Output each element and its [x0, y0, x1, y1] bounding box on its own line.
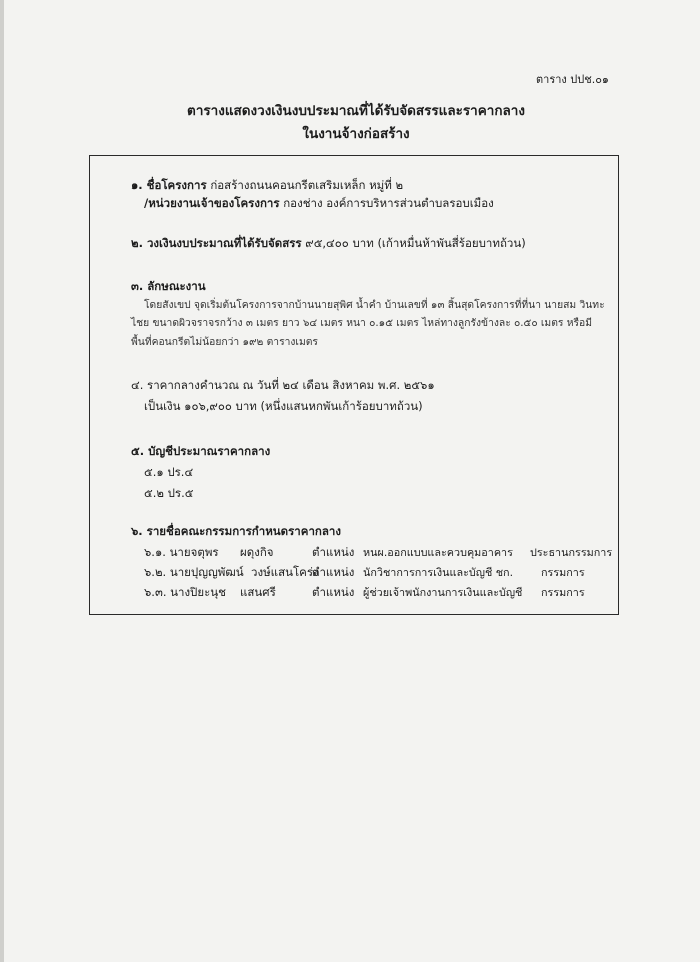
- section-5-label: ๕. บัญชีประมาณราคากลาง: [131, 444, 271, 458]
- scan-edge: [0, 0, 4, 962]
- committee-member-surname: แสนศรี: [240, 585, 276, 599]
- committee-member-name: ๖.๓. นางปิยะนุช: [144, 585, 226, 599]
- committee-member-position-label: ตำแหน่ง: [312, 565, 355, 579]
- committee-member-position: หนผ.ออกแบบและควบคุมอาคาร: [363, 546, 513, 559]
- section-1: [131, 177, 403, 195]
- section-4-label: ๔. ราคากลางคำนวณ ณ วันที่ ๒๔ เดือน สิงหาคม พ.ศ. ๒๕๖๑: [131, 378, 435, 392]
- committee-member-name: ๖.๑. นายจตุพร: [144, 545, 219, 559]
- section-2-value: ๙๕,๔๐๐ บาท (เก้าหมื่นห้าพันสี่ร้อยบาทถ้วน): [305, 236, 526, 250]
- section-1-value: ก่อสร้างถนนคอนกรีตเสริมเหล็ก หมู่ที่ ๒: [210, 178, 404, 192]
- committee-member-role: กรรมการ: [541, 566, 585, 579]
- section-3-line-3: พื้นที่คอนกรีตไม่น้อยกว่า ๑๙๒ ตารางเมตร: [131, 336, 318, 348]
- section-2: [131, 235, 526, 253]
- agency-value: กองช่าง องค์การบริหารส่วนตำบลรอบเมือง: [283, 196, 494, 210]
- committee-member-position: นักวิชาการการเงินและบัญชี ชก.: [363, 566, 513, 579]
- document-subtitle: ในงานจ้างก่อสร้าง: [302, 126, 410, 142]
- committee-member-role: กรรมการ: [541, 586, 585, 599]
- committee-member-role: ประธานกรรมการ: [530, 546, 613, 559]
- section-1-agency: [144, 195, 494, 213]
- committee-member-position-label: ตำแหน่ง: [312, 545, 355, 559]
- document-title: ตารางแสดงวงเงินงบประมาณที่ได้รับจัดสรรและราคากลาง: [187, 103, 525, 119]
- form-code: ตาราง ปปช.๐๑: [536, 73, 609, 86]
- committee-member-position: ผู้ช่วยเจ้าพนักงานการเงินและบัญชี: [363, 586, 523, 599]
- section-2-label: ๒. วงเงินงบประมาณที่ได้รับจัดสรร: [131, 236, 302, 250]
- committee-member-position-label: ตำแหน่ง: [312, 585, 355, 599]
- section-6-label: ๖. รายชื่อคณะกรรมการกำหนดราคากลาง: [131, 524, 341, 538]
- agency-label: /หน่วยงานเจ้าของโครงการ: [144, 196, 280, 210]
- section-3-label: ๓. ลักษณะงาน: [131, 279, 206, 293]
- committee-member-surname: ผดุงกิจ: [240, 545, 274, 559]
- committee-member-surname: วงษ์แสนโคร่ง: [251, 565, 319, 579]
- estimate-item: ๕.๒ ปร.๕: [144, 486, 194, 500]
- section-1-label: ๑. ชื่อโครงการ: [131, 178, 207, 192]
- section-3-line-1: โดยสังเขป จุดเริ่มต้นโครงการจากบ้านนายสุพิศ น้ำคำ บ้านเลขที่ ๑๓ สิ้นสุดโครงการที่ที่นา นายสม วินทะ: [144, 299, 605, 311]
- estimate-item: ๕.๑ ปร.๔: [144, 465, 194, 479]
- section-3-line-2: ไชย ขนาดผิวจราจรกว้าง ๓ เมตร ยาว ๖๔ เมตร หนา ๐.๑๕ เมตร ไหล่ทางลูกรังข้างละ ๐.๕๐ เมตร หรือมี: [131, 317, 592, 329]
- section-4-value: เป็นเงิน ๑๐๖,๙๐๐ บาท (หนึ่งแสนหกพันเก้าร้อยบาทถ้วน): [144, 399, 423, 413]
- committee-member-name: ๖.๒. นายปุญญพัฒน์: [144, 565, 244, 579]
